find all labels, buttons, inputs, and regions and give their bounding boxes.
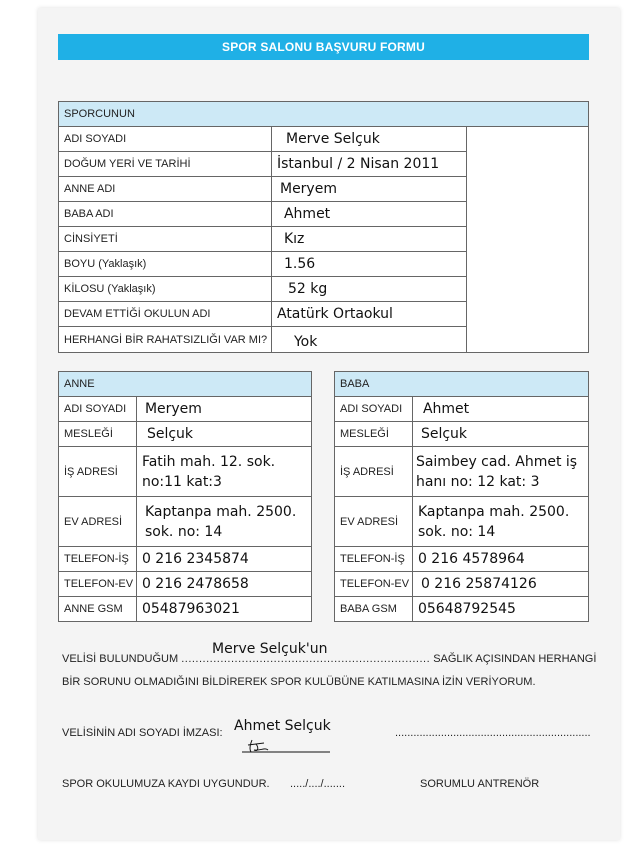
father-table — [334, 371, 589, 622]
statement-handwritten-name[interactable]: Merve Selçuk'un — [212, 641, 328, 657]
father-gsm-label: BABA GSM — [335, 597, 413, 622]
athlete-name-label: ADI SOYADI — [59, 127, 272, 152]
footer-date-field[interactable]: ...../..../....... — [290, 778, 346, 790]
mother-section-header: ANNE — [59, 372, 312, 397]
mother-work-phone-label: TELEFON-İŞ — [59, 547, 137, 572]
mother-job-label: MESLEĞİ — [59, 422, 137, 447]
mother-home-phone-value[interactable]: 0 216 2478658 — [136, 572, 311, 597]
father-home-address-label: EV ADRESİ — [335, 497, 413, 547]
statement-prefix: VELİSİ BULUNDUĞUM — [62, 653, 179, 665]
athlete-birth-label: DOĞUM YERİ VE TARİHİ — [59, 152, 272, 177]
mother-table — [58, 371, 312, 622]
photo-box — [467, 127, 589, 353]
athlete-gender-value[interactable]: Kız — [271, 227, 466, 252]
athlete-mother-label: ANNE ADI — [59, 177, 272, 202]
father-work-address-label: İŞ ADRESİ — [335, 447, 413, 497]
mother-work-address-value[interactable]: Fatih mah. 12. sok. no:11 kat:3 — [136, 447, 311, 497]
athlete-weight-label: KİLOSU (Yaklaşık) — [59, 277, 272, 302]
athlete-birth-value[interactable]: İstanbul / 2 Nisan 2011 — [271, 152, 466, 177]
father-name-value[interactable]: Ahmet — [412, 397, 588, 422]
footer-registration-note: SPOR OKULUMUZA KAYDI UYGUNDUR. — [62, 778, 270, 790]
footer-coach-label: SORUMLU ANTRENÖR — [420, 778, 540, 790]
statement-line-2: BİR SORUNU OLMADIĞINI BİLDİREREK SPOR KULÜBÜNE KATILMASINA İZİN VERİYORUM. — [62, 676, 536, 688]
father-home-address-value[interactable]: Kaptanpa mah. 2500. sok. no: 14 — [412, 497, 588, 547]
signature-handwritten-name[interactable]: Ahmet Selçuk — [234, 718, 331, 734]
statement-dots: ...................................................................... — [181, 653, 431, 665]
father-job-label: MESLEĞİ — [335, 422, 413, 447]
athlete-illness-label: HERHANGİ BİR RAHATSIZLIĞI VAR MI? — [59, 327, 272, 353]
mother-gsm-label: ANNE GSM — [59, 597, 137, 622]
mother-name-label: ADI SOYADI — [59, 397, 137, 422]
athlete-name-value[interactable]: Merve Selçuk — [271, 127, 466, 152]
father-work-phone-value[interactable]: 0 216 4578964 — [412, 547, 588, 572]
athlete-section-header: SPORCUNUN — [59, 102, 589, 127]
athlete-school-value[interactable]: Atatürk Ortaokul — [271, 302, 466, 327]
athlete-father-label: BABA ADI — [59, 202, 272, 227]
mother-name-value[interactable]: Meryem — [136, 397, 311, 422]
father-work-phone-label: TELEFON-İŞ — [335, 547, 413, 572]
athlete-mother-value[interactable]: Meryem — [271, 177, 466, 202]
athlete-gender-label: CİNSİYETİ — [59, 227, 272, 252]
mother-home-phone-label: TELEFON-EV — [59, 572, 137, 597]
father-home-phone-value[interactable]: 0 216 25874126 — [412, 572, 588, 597]
father-home-phone-label: TELEFON-EV — [335, 572, 413, 597]
father-gsm-value[interactable]: 05648792545 — [412, 597, 588, 622]
signature-label: VELİSİNİN ADI SOYADI İMZASI: — [62, 727, 223, 739]
mother-work-phone-value[interactable]: 0 216 2345874 — [136, 547, 311, 572]
form-title: SPOR SALONU BAŞVURU FORMU — [58, 34, 589, 60]
mother-home-address-value[interactable]: Kaptanpa mah. 2500. sok. no: 14 — [136, 497, 311, 547]
statement-line-1 — [62, 653, 596, 665]
athlete-school-label: DEVAM ETTİĞİ OKULUN ADI — [59, 302, 272, 327]
mother-work-address-label: İŞ ADRESİ — [59, 447, 137, 497]
father-job-value[interactable]: Selçuk — [412, 422, 588, 447]
signature-scribble-icon — [238, 736, 333, 756]
mother-home-address-label: EV ADRESİ — [59, 497, 137, 547]
athlete-father-value[interactable]: Ahmet — [271, 202, 466, 227]
father-section-header: BABA — [335, 372, 589, 397]
athlete-illness-value[interactable]: Yok — [271, 327, 466, 353]
signature-dots: ................................................................ — [395, 727, 591, 739]
father-name-label: ADI SOYADI — [335, 397, 413, 422]
statement-suffix: SAĞLIK AÇISINDAN HERHANGİ — [433, 653, 597, 665]
athlete-weight-value[interactable]: 52 kg — [271, 277, 466, 302]
mother-job-value[interactable]: Selçuk — [136, 422, 311, 447]
athlete-height-value[interactable]: 1.56 — [271, 252, 466, 277]
athlete-height-label: BOYU (Yaklaşık) — [59, 252, 272, 277]
father-work-address-value[interactable]: Saimbey cad. Ahmet iş hanı no: 12 kat: 3 — [412, 447, 588, 497]
athlete-table — [58, 101, 589, 353]
mother-gsm-value[interactable]: 05487963021 — [136, 597, 311, 622]
